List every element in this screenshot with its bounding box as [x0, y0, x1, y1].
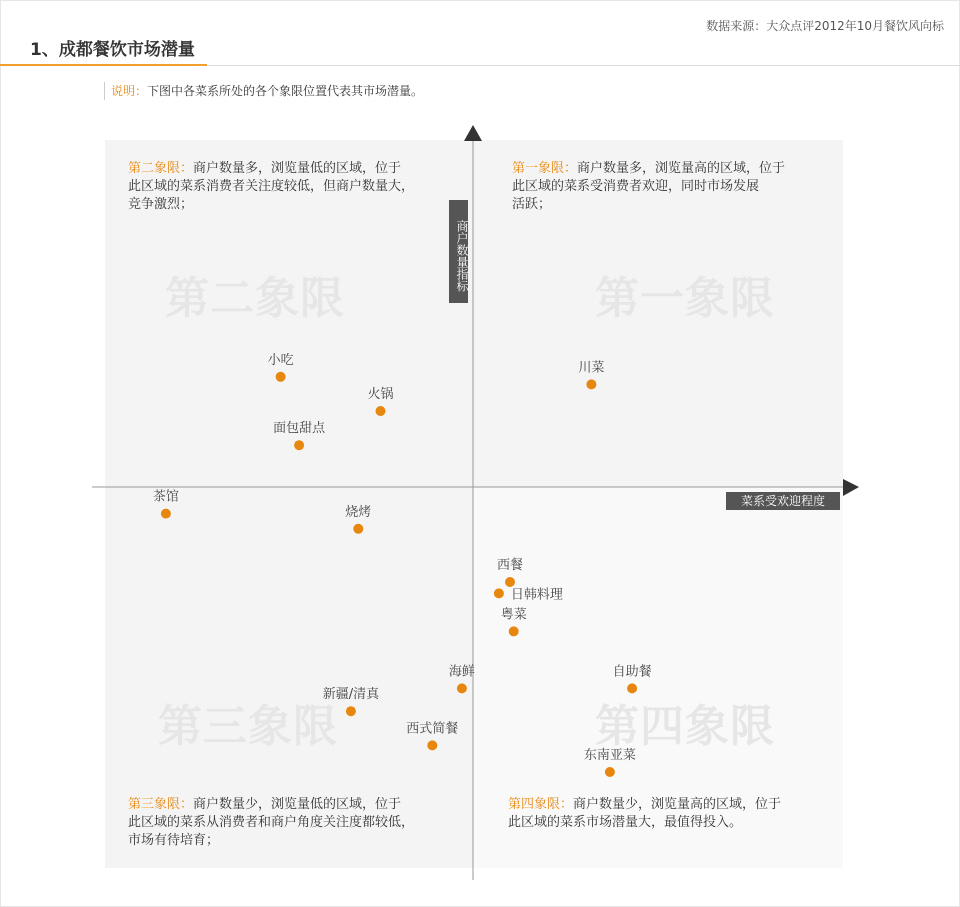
data-source: 数据来源：大众点评2012年10月餐饮风向标 — [706, 19, 944, 33]
y-axis-label: 商户数量指标 — [449, 200, 468, 303]
quadrant-2-key: 第二象限： — [128, 161, 194, 176]
data-point — [586, 379, 596, 389]
data-point — [346, 706, 356, 716]
data-point — [294, 440, 304, 450]
quadrant-4-description — [508, 796, 828, 832]
quadrant-3-description — [128, 796, 448, 850]
data-point-label: 西式简餐 — [406, 721, 459, 737]
quadrant-2-watermark: 第二象限 — [165, 273, 345, 324]
page-title: 1、成都餐饮市场潜量 — [30, 40, 195, 60]
data-point — [376, 406, 386, 416]
data-point-label: 东南亚菜 — [583, 748, 636, 763]
data-point — [505, 577, 515, 587]
quadrant-2-line: 此区域的菜系消费者关注度较低，但商户数量大， — [128, 179, 415, 194]
quadrant-1-key: 第一象限： — [512, 161, 578, 176]
data-point-label: 日韩料理 — [510, 587, 563, 603]
data-point-label: 小吃 — [267, 352, 294, 368]
data-point-label: 茶馆 — [152, 489, 179, 505]
quadrant-3-watermark: 第三象限 — [158, 701, 338, 752]
note-text: 下图中各菜系所处的各个象限位置代表其市场潜量。 — [147, 84, 424, 98]
data-point-label: 烧烤 — [345, 504, 372, 520]
quadrant-1-watermark: 第一象限 — [595, 273, 775, 324]
x-axis-label: 菜系受欢迎程度 — [726, 492, 840, 510]
data-point-label: 面包甜点 — [273, 421, 326, 437]
data-point-label: 海鲜 — [448, 664, 475, 680]
quadrant-4-line: 商户数量少，浏览量高的区域，位于 — [573, 797, 782, 812]
data-point-label: 川菜 — [578, 360, 605, 376]
quadrant-3-line: 商户数量少，浏览量低的区域，位于 — [193, 797, 402, 812]
y-axis-arrow — [464, 125, 482, 141]
quadrant-1-line: 活跃； — [512, 197, 552, 212]
quadrant-1-line: 商户数量多，浏览量高的区域，位于 — [577, 161, 786, 176]
data-point — [161, 509, 171, 519]
quadrant-2-description — [128, 160, 448, 214]
data-point-label: 西餐 — [496, 558, 524, 573]
quadrant-3-line: 此区域的菜系从消费者和商户角度关注度都较低， — [128, 815, 415, 830]
quadrant-3-key: 第三象限： — [128, 797, 194, 812]
quadrant-2-line: 商户数量多，浏览量低的区域，位于 — [193, 161, 402, 176]
data-point-label: 新疆/清真 — [322, 687, 380, 703]
note-key: 说明： — [111, 84, 148, 98]
data-point-label: 粤菜 — [500, 607, 527, 623]
quadrant-1-description — [512, 160, 832, 214]
data-point — [276, 372, 286, 382]
data-point — [457, 683, 467, 693]
data-point-label: 自助餐 — [612, 664, 652, 680]
quadrant-4-line: 此区域的菜系市场潜量大，最值得投入。 — [508, 815, 743, 830]
quadrant-4-key: 第四象限： — [508, 797, 574, 812]
data-point — [605, 767, 615, 777]
data-point-label: 火锅 — [367, 387, 394, 402]
data-point — [509, 626, 519, 636]
quadrant-4-watermark: 第四象限 — [595, 701, 775, 752]
quadrant-3-line: 市场有待培育； — [128, 833, 220, 848]
x-axis-arrow — [843, 479, 859, 496]
data-point — [427, 740, 437, 750]
data-point — [353, 524, 363, 534]
quadrant-2-line: 竞争激烈； — [128, 197, 194, 212]
quadrant-1-line: 此区域的菜系受消费者欢迎，同时市场发展 — [512, 179, 760, 194]
data-point — [494, 588, 504, 598]
